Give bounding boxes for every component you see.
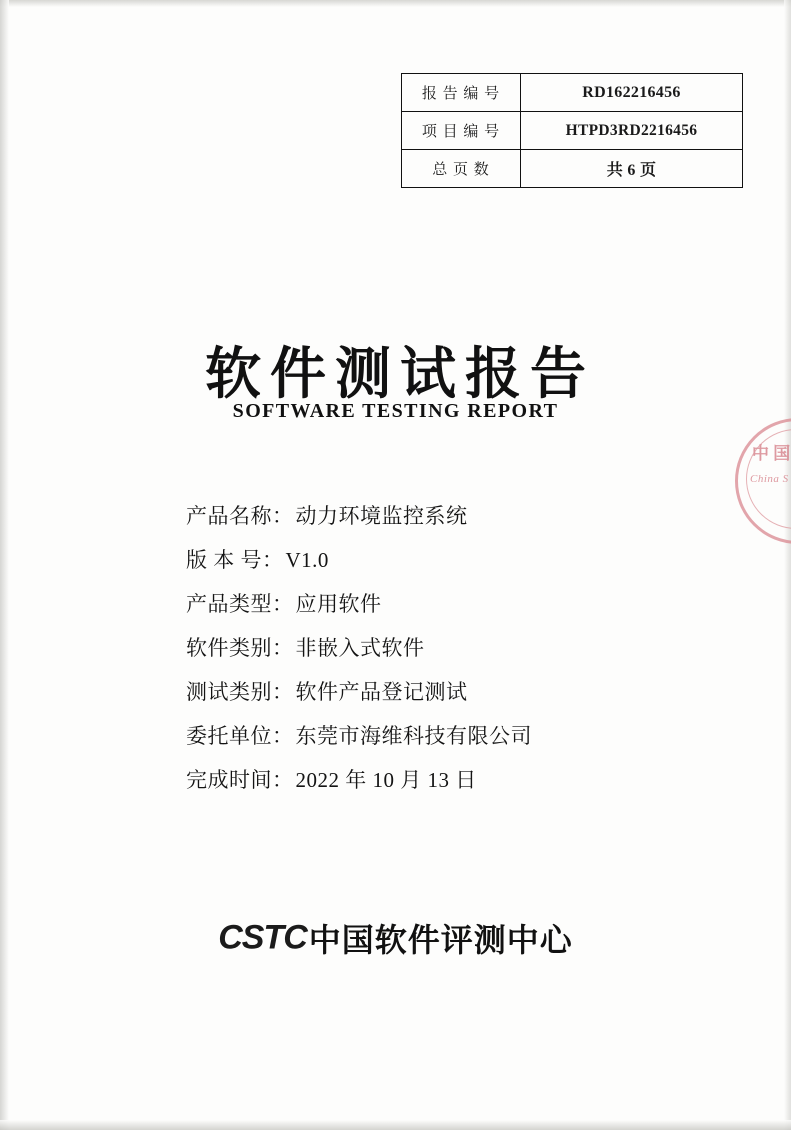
scan-edge-top <box>0 0 791 7</box>
seal-text-english: China S <box>750 473 789 485</box>
field-version <box>186 544 706 588</box>
page-title: 软件测试报告 <box>205 344 595 406</box>
field-product-name <box>186 500 706 544</box>
field-value: 非嵌入式软件 <box>295 636 425 660</box>
report-number-value: RD162216456 <box>521 74 743 112</box>
field-test-category <box>186 676 706 720</box>
organization-logo <box>0 915 791 961</box>
organization-name: 中国软件评测中心 <box>308 922 573 958</box>
field-value: 动力环境监控系统 <box>295 504 468 528</box>
official-seal <box>735 418 791 544</box>
project-number-label: 项 目 编 号 <box>402 112 521 150</box>
cstc-logo-mark: CSTC <box>218 918 307 957</box>
field-label: 产品名称： <box>186 504 294 528</box>
page-subtitle: SOFTWARE TESTING REPORT <box>232 400 559 422</box>
field-value: V1.0 <box>285 548 329 572</box>
field-client-company <box>186 720 706 764</box>
field-software-category <box>186 632 706 676</box>
field-label: 产品类型： <box>186 592 294 616</box>
report-info-table <box>401 73 743 188</box>
seal-text-chinese: 中 国 <box>752 444 791 463</box>
field-product-type <box>186 588 706 632</box>
field-value: 软件产品登记测试 <box>295 680 468 704</box>
report-number-label: 报 告 编 号 <box>402 74 521 112</box>
field-value: 东莞市海维科技有限公司 <box>295 724 532 748</box>
table-row <box>402 150 743 188</box>
field-label: 完成时间： <box>186 768 294 792</box>
scan-edge-bottom <box>0 1120 791 1130</box>
report-fields <box>186 500 706 808</box>
table-row <box>402 112 743 150</box>
page-count-value: 共 6 页 <box>521 150 743 188</box>
field-label: 版 本 号： <box>186 548 284 572</box>
table-row <box>402 74 743 112</box>
field-completion-date <box>186 764 706 808</box>
project-number-value: HTPD3RD2216456 <box>521 112 743 150</box>
field-label: 软件类别： <box>186 636 294 660</box>
field-label: 测试类别： <box>186 680 294 704</box>
field-label: 委托单位： <box>186 724 294 748</box>
page-count-label: 总 页 数 <box>402 150 521 188</box>
field-value: 应用软件 <box>295 592 382 616</box>
field-value: 2022 年 10 月 13 日 <box>295 768 477 792</box>
